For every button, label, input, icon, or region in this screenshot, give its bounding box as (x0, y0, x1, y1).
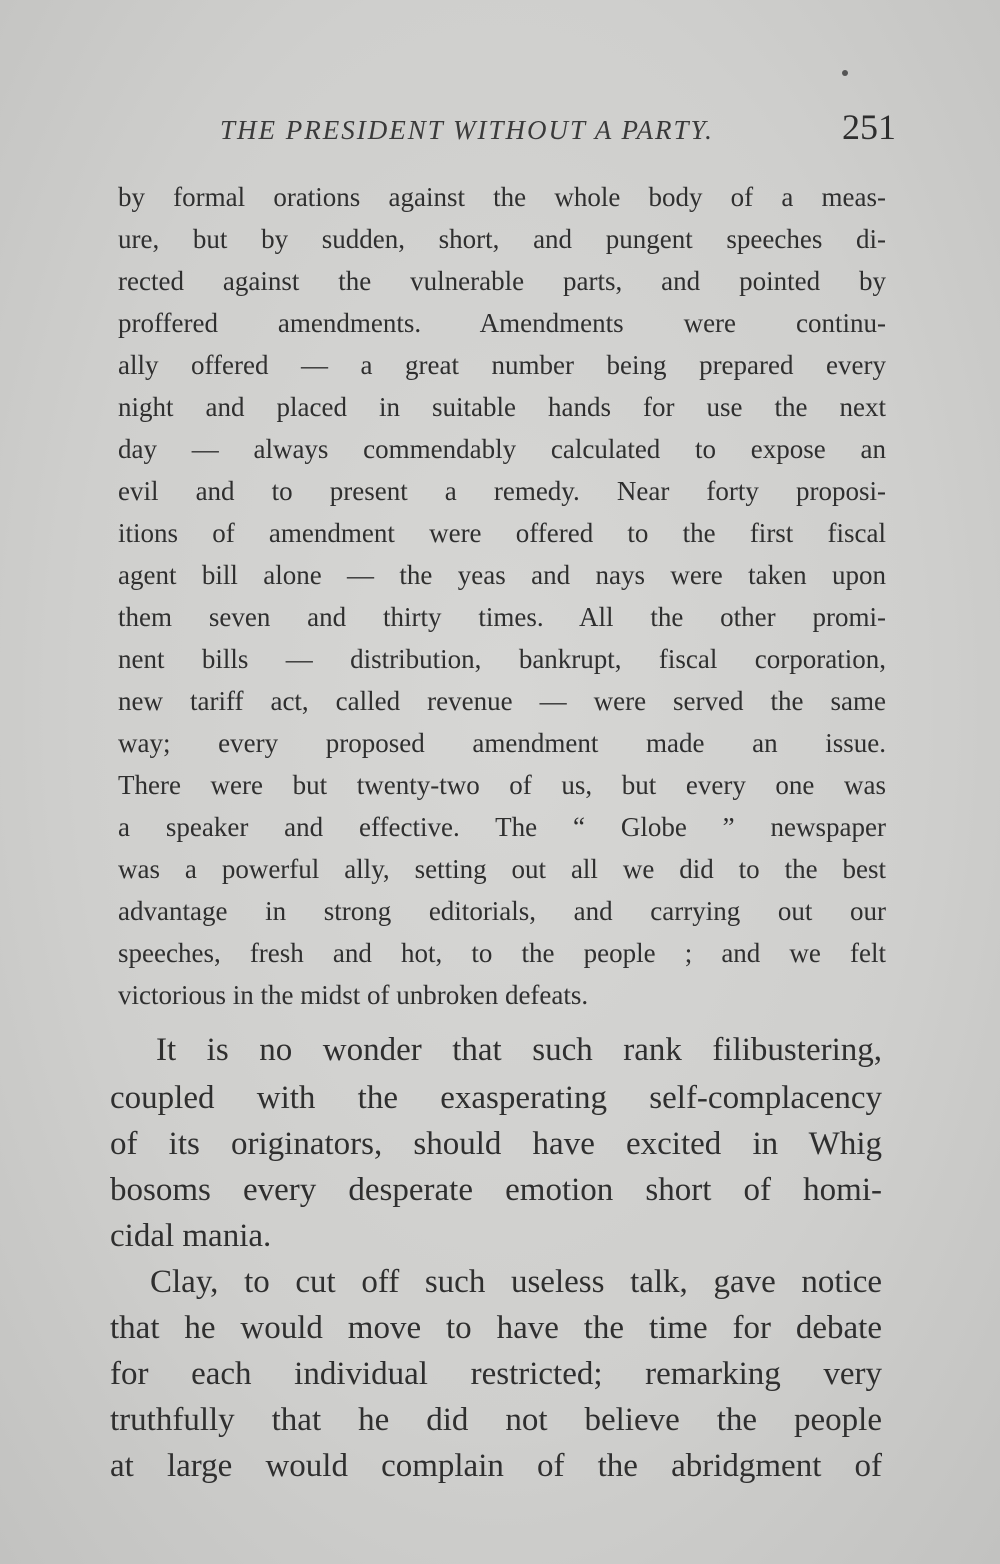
text-line: ure, but by sudden, short, and pungent speeches di- (118, 224, 886, 254)
text-line: day — always commendably calculated to expose an (118, 434, 886, 464)
text-line: night and placed in suitable hands for use the next (118, 392, 886, 422)
ink-speck (842, 70, 848, 76)
text-line: truthfully that he did not believe the people (110, 1402, 882, 1438)
text-line: victorious in the midst of unbroken defeats. (118, 980, 589, 1010)
text-line: It is no wonder that such rank filibustering, (156, 1032, 882, 1068)
text-line: was a powerful ally, setting out all we did to the best (118, 854, 886, 884)
text-line: by formal orations against the whole body of a meas- (118, 182, 886, 212)
text-line: for each individual restricted; remarking very (110, 1356, 882, 1392)
text-line: itions of amendment were offered to the first fiscal (118, 518, 886, 548)
text-line: advantage in strong editorials, and carrying out our (118, 896, 886, 926)
text-line: rected against the vulnerable parts, and pointed by (118, 266, 886, 296)
text-line: of its originators, should have excited in Whig (110, 1126, 882, 1162)
text-line: way; every proposed amendment made an issue. (118, 728, 886, 758)
text-line: that he would move to have the time for debate (110, 1310, 882, 1346)
text-line: cidal mania. (110, 1218, 272, 1254)
page-header (220, 106, 896, 154)
text-line: them seven and thirty times. All the other promi- (118, 602, 886, 632)
text-line: speeches, fresh and hot, to the people ; and we felt (118, 938, 886, 968)
text-line: proffered amendments. Amendments were continu- (118, 308, 886, 338)
text-line: Clay, to cut off such useless talk, gave notice (150, 1264, 882, 1300)
text-line: agent bill alone — the yeas and nays were taken upon (118, 560, 886, 590)
running-head: THE PRESIDENT WITHOUT A PARTY. (220, 115, 714, 145)
page-number: 251 (842, 107, 896, 147)
text-line: There were but twenty-two of us, but every one was (118, 770, 886, 800)
text-line: new tariff act, called revenue — were served the same (118, 686, 886, 716)
text-line: at large would complain of the abridgment of (110, 1448, 882, 1484)
text-line: evil and to present a remedy. Near forty proposi- (118, 476, 886, 506)
text-line: a speaker and effective. The “ Globe ” newspaper (118, 812, 886, 842)
text-line: ally offered — a great number being prepared every (118, 350, 886, 380)
text-line: nent bills — distribution, bankrupt, fiscal corporation, (118, 644, 886, 674)
text-line: coupled with the exasperating self-complacency (110, 1080, 882, 1116)
text-line: bosoms every desperate emotion short of homi- (110, 1172, 882, 1208)
